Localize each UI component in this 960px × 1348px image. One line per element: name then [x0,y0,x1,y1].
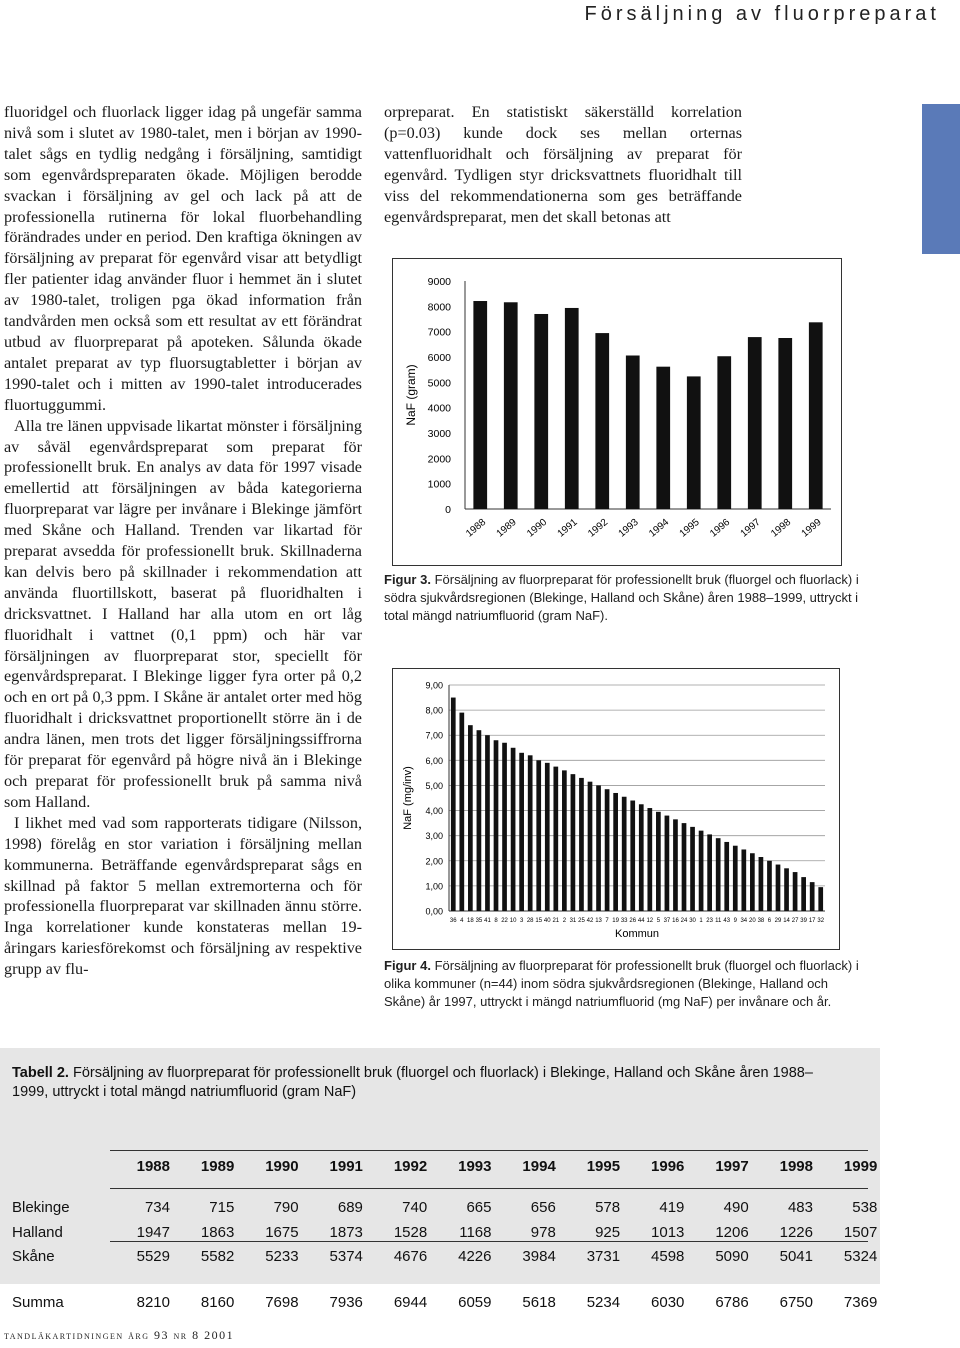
x-tick-label: 33 [620,918,628,924]
table-row [12,1223,878,1246]
paragraph: Alla tre länen uppvisade likartat mönster i försäljning av såväl egenvårdspreparat som preparat för professionellt bruk. En analys av data för 1997 visade emellertid att försäljningen av båda kategorierna fluorpreparat var lägre per invånare i Blekinge jämfört med Skåne och Halland. Trenden var likartad för preparat avsedda för professionellt bruk. Skillnaderna kan delvis bero på skillnader i rekommendation att använda fluortillskott, baserat på fluoridhalten i dricksvattnet. I Halland har alla utom en ort låg fluoridhalt i vattnet (0,1 ppm) och här var försäljningen av fluorpreparat stor, speciellt för egenvårdspreparat. I Blekinge ligger fyra orter på 0,2 och en ort på 0,3 ppm. I Skåne är antalet orter med hög fluoridhalt i dricksvattnet proportionellt större än i de andra länen, men trots det ligger försäljningssiffrorna för preparat för egenvård på högre nivå än i Blekinge och preparat för professionellt bruk på samma nivå som Halland. [4,416,362,811]
x-tick-label: 36 [449,918,457,924]
table-cell: 538 [852,1199,878,1216]
bar [504,302,518,509]
x-tick-label: 32 [817,918,825,924]
table-cell: 1507 [843,1223,878,1241]
bar [724,842,729,911]
table-cell: 578 [595,1199,621,1216]
x-axis-label: Kommun [614,928,660,940]
y-tick-label: 0,00 [425,906,443,917]
right-column [384,102,742,227]
x-tick-label: 16 [672,918,679,924]
table-rule-top [110,1150,868,1151]
row-label: Skåne [12,1248,55,1265]
table-cell: 656 [530,1199,556,1216]
x-tick-label: 40 [543,918,551,924]
table-cell: 5618 [522,1294,556,1311]
year-header: 1992 [393,1158,428,1175]
bar [656,367,670,509]
table-cell: 3731 [586,1248,621,1265]
journal-footer: tandläkartidningen årg 93 nr 8 2001 [4,1328,235,1342]
row-label: Summa [12,1294,64,1311]
table-cell: 7698 [265,1294,299,1311]
x-tick-label: 5 [656,918,661,924]
year-header: 1998 [779,1158,813,1175]
paragraph: orpreparat. En statistiskt säkerställd korrelation (p=0.03) kunde dock ses mellan orternas vattenfluoridhalt och försäljning av preparat för egenvård. Tydligen styr dricksvattnets fluoridhalt till viss del rekommendationerna som ges beträffande egenvårdspreparat, men det skall betonas att [384,103,742,226]
table-cell: 3984 [522,1248,556,1265]
y-tick-label: 7,00 [425,730,443,741]
year-header: 1988 [136,1158,170,1175]
y-tick-label: 9,00 [425,680,443,691]
bar [687,376,701,509]
y-tick-label: 3,00 [425,831,443,842]
table-cell: 6786 [715,1294,749,1311]
x-tick-label: 3 [519,918,524,924]
y-tick-label: 1,00 [425,881,443,892]
table-cell: 5582 [200,1248,235,1265]
bar [519,753,524,911]
y-tick-label: 2,00 [425,856,443,867]
table-cell: 6059 [458,1294,492,1311]
x-tick-label: 26 [629,918,637,924]
figure-4-svg [393,669,839,949]
figure-3-chart [392,258,842,566]
x-tick-label: 24 [680,918,688,924]
table-cell: 5233 [265,1248,299,1265]
x-tick-label: 35 [475,918,483,924]
x-tick-label: 8 [494,918,498,924]
bar [553,767,558,911]
table-cell: 4226 [458,1248,492,1265]
table-cell: 734 [144,1199,170,1216]
x-tick-label: 44 [637,918,645,924]
x-tick-label: 30 [689,918,696,924]
x-tick-label: 11 [715,918,722,924]
bar [579,778,584,911]
bar [750,853,755,911]
table-cell: 1873 [329,1223,363,1241]
x-tick-label: 1996 [708,516,733,540]
table-sum-row [12,1294,878,1316]
bar [778,338,792,509]
bar [622,797,627,911]
y-tick-label: 8000 [427,301,451,314]
x-tick-label: 1988 [464,516,489,540]
x-tick-label: 12 [646,918,654,924]
x-tick-label: 1995 [677,516,702,540]
table-cell: 1226 [779,1223,813,1241]
bar [536,760,541,911]
table-row [12,1248,878,1270]
left-column [4,102,362,980]
x-tick-label: 2 [562,918,567,924]
year-header: 1989 [200,1158,235,1175]
table-cell: 689 [337,1199,363,1216]
y-tick-label: 5000 [427,377,451,390]
figure-4-caption [384,957,864,1011]
bar [801,877,806,911]
figure-4-chart [392,668,840,950]
x-tick-label: 39 [800,918,807,924]
table-cell: 419 [659,1199,685,1216]
year-header: 1991 [329,1158,363,1175]
y-tick-label: 6000 [427,352,451,364]
table-cell: 1528 [393,1223,428,1241]
bar [690,827,695,911]
bar [682,823,687,911]
bar [511,748,516,911]
y-tick-label: 1000 [427,478,451,491]
x-tick-label: 1994 [647,516,672,540]
bar [596,785,601,911]
bar [759,857,764,911]
x-tick-label: 1999 [799,516,824,540]
year-header: 1994 [522,1158,556,1175]
bar [639,804,644,911]
x-tick-label: 13 [595,918,602,924]
figure-3-svg [393,259,841,565]
x-tick-label: 7 [605,918,609,924]
table-cell: 1168 [459,1223,492,1241]
bar [630,801,635,911]
y-tick-label: 3000 [427,428,451,440]
x-tick-label: 27 [791,918,799,924]
bar [776,865,781,911]
table-cell: 5529 [136,1248,170,1265]
bar [767,861,772,911]
bar [565,308,579,509]
table-cell: 7936 [329,1294,363,1311]
table-cell: 665 [466,1199,492,1216]
bar [699,831,704,911]
x-tick-label: 20 [749,918,756,924]
table-cell: 1675 [265,1223,299,1241]
x-tick-label: 1998 [769,516,794,540]
table-cell: 978 [530,1223,556,1241]
table-cell: 8210 [136,1294,170,1311]
figure-3-caption [384,571,864,625]
bar [595,333,609,509]
y-tick-label: 7000 [427,326,451,339]
figure-3-caption-text: Försäljning av fluorpreparat för professionellt bruk (fluorgel och fluorlack) i södra sjukvårdsregionen (Blekinge, Halland och Skåne) åren 1988–1999, uttryckt i total mängd natriumfluorid (gram NaF). [384,572,859,623]
bar [741,849,746,911]
x-tick-label: 43 [723,918,731,924]
x-tick-label: 37 [663,918,671,924]
table-caption [12,1064,842,1102]
table-cell: 4598 [651,1248,685,1265]
bar [809,322,823,509]
table-cell: 4676 [393,1248,428,1265]
figure-3-label: Figur 3. [384,572,431,587]
bar [793,872,798,911]
x-tick-label: 1991 [555,516,580,540]
x-tick-label: 15 [535,918,543,924]
x-tick-label: 9 [733,918,737,924]
table-cell: 483 [787,1199,813,1216]
bar [534,314,548,509]
table-row [12,1199,878,1221]
bar [473,301,487,509]
table-cell: 1863 [200,1223,235,1241]
bar [665,816,670,911]
table-cell: 1206 [715,1223,749,1241]
bar [562,770,567,911]
x-tick-label: 21 [552,918,560,924]
y-tick-label: 9000 [427,276,451,288]
table-cell: 740 [402,1199,428,1216]
x-tick-label: 1989 [494,516,519,540]
bar [707,834,712,911]
bar [528,755,533,911]
y-axis-label: NaF (gram) [404,364,418,426]
table-cell: 8160 [200,1294,235,1311]
running-title: Försäljning av fluorpreparat [584,3,940,25]
x-tick-label: 22 [501,918,508,924]
bar [485,735,490,911]
year-header: 1990 [265,1158,299,1175]
y-tick-label: 5,00 [425,780,443,791]
bar [451,698,456,911]
bar [717,356,731,509]
y-tick-label: 4,00 [425,806,443,817]
table-cell: 5234 [586,1294,621,1311]
y-tick-label: 4000 [427,402,451,415]
table-cell: 490 [723,1199,749,1216]
section-tab [922,104,960,254]
x-tick-label: 14 [783,918,790,924]
table-cell: 1013 [651,1223,685,1241]
table-caption-text: Försäljning av fluorpreparat för professionellt bruk (fluorgel och fluorlack) i Blekinge, Halland och Skåne åren 1988–1999, uttryckt i total mängd natriumfluorid (gram NaF) [12,1065,813,1100]
x-tick-label: 34 [740,918,748,924]
paragraph: I likhet med vad som rapporterats tidigare (Nilsson, 1998) förelåg en stor variation i försäljning mellan kommunerna. Beträffande egenvårdspreparat sågs en skillnad på faktor 5 mellan extremorterna och för professionella fluorpreparat var skillnaden ännu större. Inga korrelationer kunde konstateras mellan 19-åringars kariesförekomst och försäljning av respektive grupp av flu- [4,813,362,979]
table-cell: 6750 [779,1294,813,1311]
table-cell: 715 [209,1199,235,1216]
x-tick-label: 28 [526,918,534,924]
table-cell: 5324 [843,1248,878,1265]
figure-4-label: Figur 4. [384,958,431,973]
year-header: 1993 [458,1158,492,1175]
x-tick-label: 41 [484,918,491,924]
table-cell: 5374 [329,1248,363,1265]
bar [613,793,618,911]
x-tick-label: 6 [767,918,772,924]
x-tick-label: 19 [612,918,619,924]
y-tick-label: 2000 [427,453,451,466]
year-header: 1995 [586,1158,621,1175]
x-tick-label: 4 [460,918,464,924]
x-tick-label: 18 [467,918,474,924]
bar [459,713,464,911]
paragraph: fluoridgel och fluorlack ligger idag på ungefär samma nivå som i slutet av 1980-talet, men i början av 1990-talet sågs en tydlig nedgång i försäljning, samtidigt som egenvårdspreparaten ökade. Möjligen berodde svackan i försäljning av gel och lack på att de professionella rutinerna för lokal fluorbehandling förändrades under en period. Den kraftiga ökningen av försäljning av preparat för egenvård visar att betydligt fler patienter idag använder fluor i hemmet än i slutet av 1980-talet, troligen pga ökad information från tandvården men också som ett resultat av ett förändrat utbud av fluorpreparat på apoteken. Sålunda ökade antalet preparat av typ fluorsugtabletter i början av 1990-talet och i mitten av 1990-talet introducerades fluortuggummi. [4,103,362,414]
y-tick-label: 0 [445,504,451,516]
x-tick-label: 1990 [525,516,550,540]
x-tick-label: 1997 [738,516,763,540]
bar [468,725,473,911]
table-cell: 7369 [843,1294,878,1311]
table-header-row [12,1158,878,1180]
bar [571,774,576,911]
bar [477,730,482,911]
year-header: 1997 [715,1158,749,1175]
year-header: 1996 [651,1158,685,1175]
x-tick-label: 1 [699,918,703,924]
bar [810,882,815,911]
table-cell: 6944 [393,1294,428,1311]
year-header: 1999 [843,1158,878,1175]
x-tick-label: 25 [578,918,585,924]
x-tick-label: 31 [569,918,577,924]
y-tick-label: 8,00 [425,705,443,716]
table-cell: 1947 [136,1223,170,1241]
table-cell: 925 [595,1223,621,1241]
bar [784,868,789,911]
bar [545,763,550,911]
x-tick-label: 17 [808,918,816,924]
figure-4-caption-text: Försäljning av fluorpreparat för professionellt bruk (fluorgel och fluorlack) i olika kommuner (n=44) inom södra sjukvårdsregionen (Blekinge, Halland och Skåne) år 1997, uttryckt i mängd natriumfluorid (mg NaF) per invånare och år. [384,958,859,1009]
row-label: Blekinge [12,1199,70,1216]
bar [733,846,738,911]
x-tick-label: 23 [706,918,713,924]
x-tick-label: 1993 [616,516,641,540]
x-tick-label: 10 [509,918,517,924]
table-cell: 5041 [779,1248,813,1265]
table-cell: 790 [273,1199,299,1216]
table-2 [0,1048,880,1311]
table-rule-header [110,1188,868,1189]
y-axis-label: NaF (mg/inv) [402,766,414,830]
x-tick-label: 29 [774,918,782,924]
bar [605,789,610,911]
row-label: Halland [12,1223,63,1241]
bar [626,356,640,509]
bar [656,812,661,911]
bar [716,838,721,911]
x-tick-label: 1992 [586,516,611,540]
x-tick-label: 38 [757,918,765,924]
x-tick-label: 42 [586,918,594,924]
bar [673,819,678,911]
bar [647,808,652,911]
table-label: Tabell 2. [12,1065,69,1081]
bar [588,782,593,911]
table-cell: 6030 [651,1294,685,1311]
table-cell: 5090 [715,1248,749,1265]
y-tick-label: 6,00 [425,755,443,766]
bar [818,887,823,911]
bar [502,743,507,911]
bar [748,337,762,509]
bar [494,740,499,911]
